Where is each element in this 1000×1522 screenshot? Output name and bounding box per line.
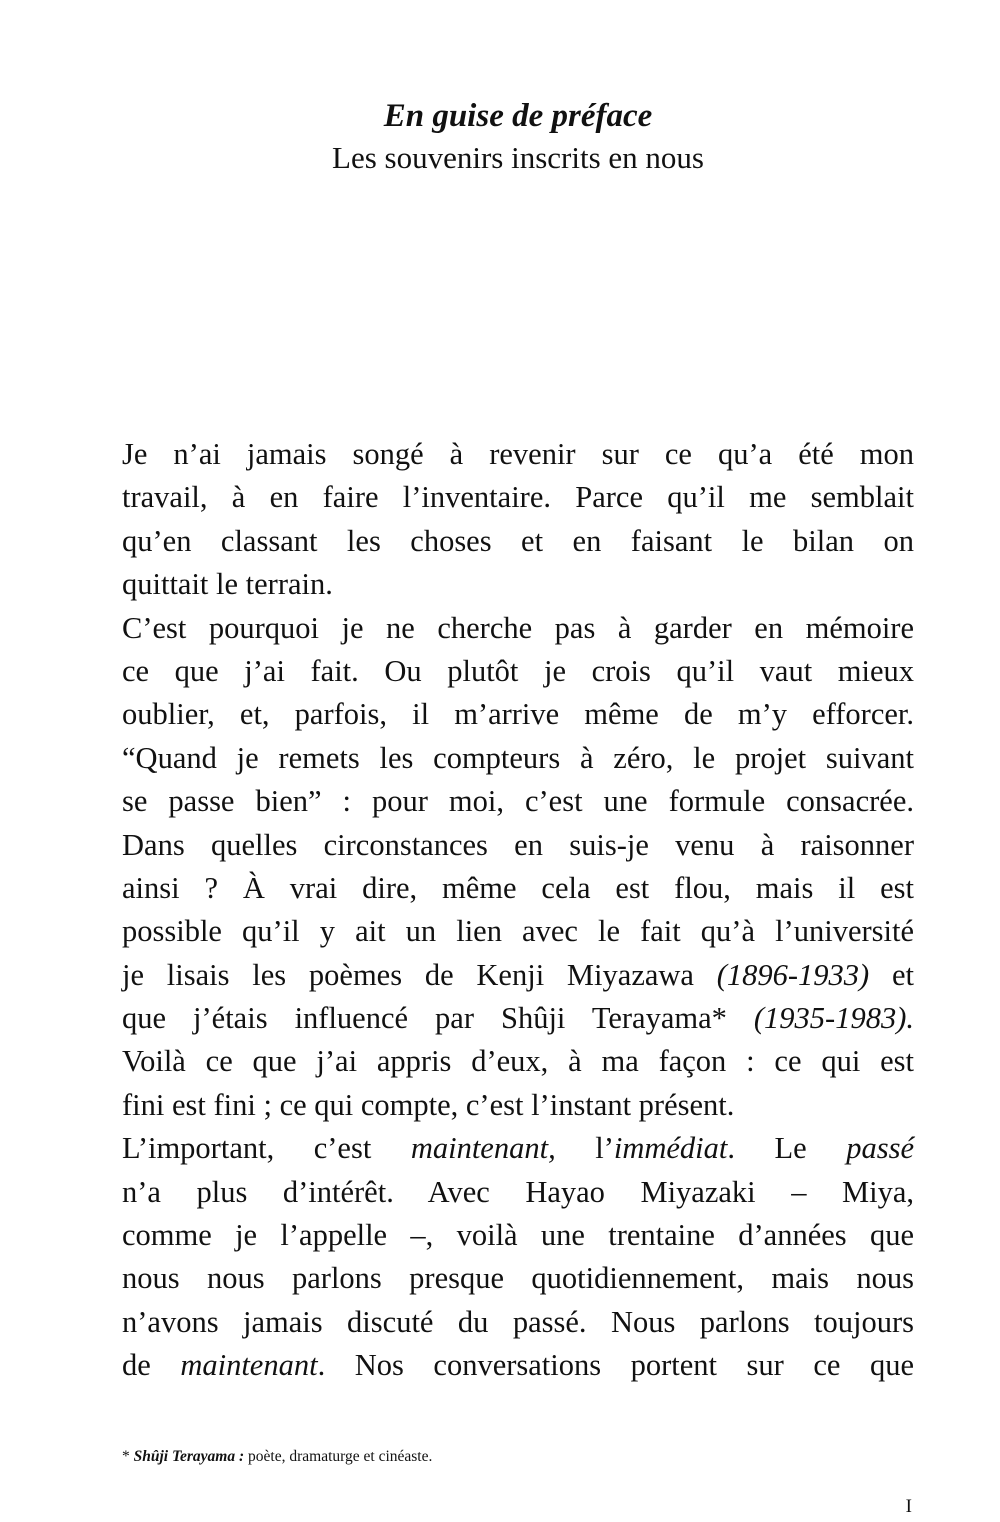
body-line (122, 1171, 914, 1214)
body-line (122, 650, 914, 693)
text-run: quittait le terrain. (122, 567, 333, 602)
body-line (122, 1301, 914, 1344)
footnote-term: Shûji Terayama : (133, 1448, 245, 1465)
emphasis-text: maintenant, (410, 1131, 556, 1166)
body-line (122, 824, 914, 867)
body-line (122, 433, 914, 476)
text-run: ainsi ? À vrai dire, même cela est flou, mais il est (122, 870, 914, 905)
text-run: fini est fini ; ce qui compte, c’est l’instant présent. (122, 1087, 735, 1122)
emphasis-text: immédiat (613, 1131, 728, 1166)
text-run: n’avons jamais discuté du passé. Nous parlons toujours (122, 1304, 914, 1339)
text-run: “Quand je remets les compteurs à zéro, le projet suivant (122, 740, 914, 775)
page-number: I (905, 1496, 912, 1517)
body-line (122, 1127, 914, 1170)
text-run: n’a plus d’intérêt. Avec Hayao Miyazaki – Miya, (122, 1174, 914, 1209)
text-run: Je n’ai jamais songé à revenir sur ce qu’a été mon (122, 437, 914, 471)
emphasis-text: (1935-1983). (753, 1001, 914, 1036)
text-run: je lisais les poèmes de Kenji Miyazawa (122, 957, 717, 992)
body-line (122, 607, 914, 650)
body-text (122, 433, 914, 1388)
text-run: ce que j’ai fait. Ou plutôt je crois qu’il vaut mieux (122, 653, 914, 688)
text-run: comme je l’appelle –, voilà une trentaine d’années que (122, 1218, 914, 1253)
body-line (122, 1040, 914, 1083)
text-run: travail, à en faire l’inventaire. Parce qu’il me semblait (122, 480, 914, 515)
text-run: qu’en classant les choses et en faisant le bilan on (122, 523, 914, 558)
body-line (122, 1344, 914, 1387)
body-line (122, 563, 914, 606)
text-run: se passe bien” : pour moi, c’est une formule consacrée. (122, 784, 914, 819)
body-line (122, 780, 914, 823)
body-line (122, 997, 914, 1040)
footnote-text: poète, dramaturge et cinéaste. (244, 1448, 433, 1465)
body-line (122, 954, 914, 997)
emphasis-text: passé (846, 1131, 914, 1166)
body-line (122, 693, 914, 736)
text-run: de (122, 1348, 181, 1383)
text-run: que j’étais influencé par Shûji Terayama* (122, 1001, 754, 1036)
body-line (122, 737, 914, 780)
body-line (122, 910, 914, 953)
text-run: nous nous parlons presque quotidiennement, mais nous (122, 1261, 914, 1296)
text-run: L’important, c’est (122, 1131, 411, 1166)
text-run: Dans quelles circonstances en suis-je venu à raisonner (122, 827, 914, 862)
text-run: oublier, et, parfois, il m’arrive même de m’y efforcer. (122, 697, 914, 732)
footnote-marker: * (122, 1448, 134, 1465)
text-run: Voilà ce que j’ai appris d’eux, à ma façon : ce qui est (122, 1044, 914, 1079)
page-subtitle: Les souvenirs inscrits en nous (332, 140, 704, 175)
text-run: possible qu’il y ait un lien avec le fait qu’à l’université (122, 914, 914, 949)
text-run: l’ (555, 1131, 614, 1166)
text-run: C’est pourquoi je ne cherche pas à garder en mémoire (122, 610, 914, 645)
body-line (122, 476, 914, 519)
page-title: En guise de préface (383, 98, 653, 134)
text-run: et (869, 957, 915, 992)
body-line (122, 867, 914, 910)
footnote (122, 1446, 432, 1468)
text-run: . Le (727, 1131, 847, 1166)
body-line (122, 1214, 914, 1257)
emphasis-text: maintenant (180, 1348, 318, 1383)
emphasis-text: (1896-1933) (716, 957, 870, 992)
body-line (122, 1084, 914, 1127)
body-line (122, 1257, 914, 1300)
text-run: . Nos conversations portent sur ce que (317, 1348, 914, 1383)
body-line (122, 520, 914, 563)
